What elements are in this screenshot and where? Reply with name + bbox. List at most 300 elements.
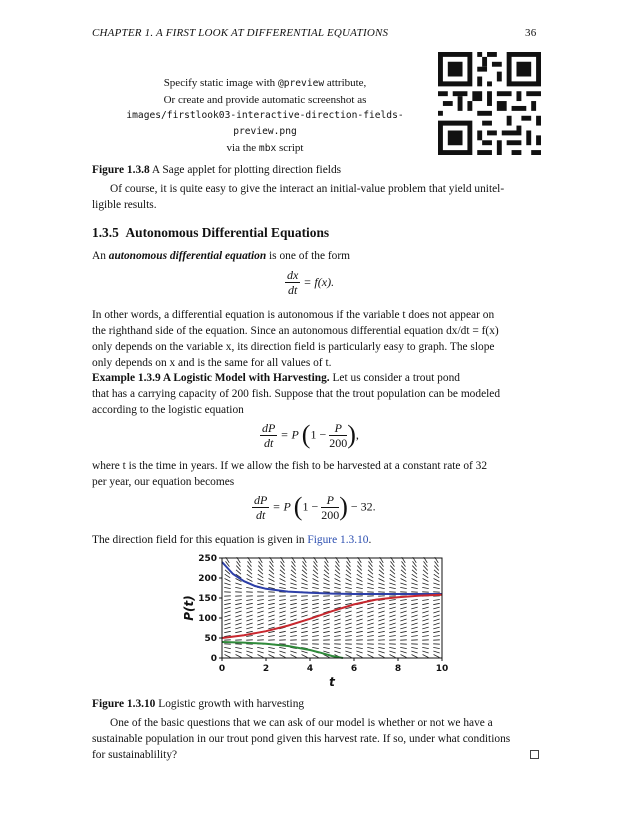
direction-field-segment — [400, 631, 406, 632]
direction-field-segment — [345, 631, 351, 632]
direction-field-segment — [356, 631, 362, 632]
direction-field-segment — [279, 619, 285, 621]
direction-field-segment — [411, 631, 417, 632]
direction-field-segment — [335, 574, 340, 578]
direction-field-segment — [279, 647, 285, 648]
direction-field-segment — [323, 600, 330, 601]
direction-field-segment — [378, 583, 384, 585]
direction-field-segment — [334, 603, 340, 604]
page-number: 36 — [525, 27, 537, 39]
direction-field-segment — [224, 619, 230, 621]
direction-field-segment — [367, 611, 373, 613]
direction-field-segment — [224, 611, 230, 613]
direction-field-segment — [345, 583, 351, 585]
direction-field-segment — [301, 615, 307, 617]
direction-field-segment — [279, 607, 285, 609]
direction-field-segment — [345, 647, 351, 648]
definition-line: An autonomous differential equation is one of the form — [92, 250, 350, 262]
direction-field-segment — [389, 623, 395, 625]
direction-field-segment — [313, 655, 319, 658]
direction-field-segment — [280, 655, 286, 658]
direction-field-segment — [224, 583, 230, 585]
direction-field-segment — [422, 627, 428, 629]
direction-field-segment — [246, 587, 252, 588]
direction-field-segment — [257, 651, 263, 653]
direction-field-segment — [235, 587, 241, 588]
direction-field-segment — [279, 611, 285, 613]
direction-field-segment — [367, 607, 373, 609]
direction-field-segment — [224, 623, 230, 625]
direction-field-segment — [411, 603, 417, 604]
direction-field-segment — [378, 647, 384, 648]
y-tick-label: 250 — [198, 554, 217, 564]
direction-field-segment — [412, 655, 418, 658]
direction-field-segment — [290, 603, 296, 604]
direction-field-segment — [301, 623, 307, 625]
paragraph-line: only depends on the variable x, its direction field is particularly easy to graph. The slope — [92, 341, 495, 353]
direction-field-segment — [257, 611, 263, 613]
figure-caption: Figure 1.3.8 A Sage applet for plotting direction fields — [92, 164, 342, 176]
paragraph-line: In other words, a differential equation is autonomous if the variable t does not appear on — [92, 309, 495, 321]
direction-field-segment — [368, 574, 373, 578]
direction-field-segment — [279, 636, 286, 637]
direction-field-segment — [401, 655, 407, 658]
direction-field-segment — [389, 627, 395, 629]
paragraph-line: per year, our equation becomes — [92, 476, 235, 488]
direction-field-segment — [367, 619, 373, 621]
direction-field-segment — [268, 647, 274, 648]
direction-field-segment — [312, 623, 318, 625]
direction-field-segment — [423, 574, 428, 578]
direction-field-segment — [257, 583, 263, 585]
direction-field-segment — [356, 600, 363, 601]
equation-logistic: $\frac{dP}{dt}$ = P (1 − $\frac{P}{200}$ ), — [262, 420, 359, 450]
direction-field-segment — [269, 574, 274, 578]
direction-field-segment — [247, 574, 252, 578]
x-tick-label: 6 — [350, 664, 358, 674]
paragraph-line: sustainable population in our trout pond given this harvest rate. If so, under what conditions — [92, 733, 511, 745]
direction-field-segment — [235, 583, 241, 585]
direction-field-segment — [334, 636, 341, 637]
direction-field-segment — [312, 627, 318, 629]
direction-field-segment — [368, 579, 374, 582]
direction-field-segment — [334, 651, 340, 653]
direction-field-segment — [302, 655, 308, 658]
direction-field-segment — [257, 615, 263, 617]
direction-field-segment — [412, 574, 417, 578]
direction-field-segment — [423, 579, 429, 582]
direction-field-segment — [346, 574, 351, 578]
direction-field-segment — [422, 611, 428, 613]
direction-field-segment — [235, 623, 241, 625]
direction-field-segment — [379, 655, 385, 658]
direction-field-segment — [224, 651, 230, 653]
direction-field-segment — [378, 631, 384, 632]
direction-field-segment — [411, 647, 417, 648]
direction-field-segment — [378, 623, 384, 625]
direction-field-segment — [400, 636, 407, 637]
direction-field-segment — [389, 607, 395, 609]
direction-field-segment — [411, 607, 417, 609]
direction-field-segment — [235, 619, 241, 621]
direction-field-segment — [224, 647, 230, 648]
x-tick-label: 8 — [394, 664, 402, 674]
direction-field-segment — [422, 607, 428, 609]
direction-field-segment — [290, 587, 296, 588]
direction-field-segment — [334, 623, 340, 625]
direction-field-segment — [389, 603, 395, 604]
direction-field-segment — [378, 615, 384, 617]
direction-field-segment — [291, 655, 297, 658]
direction-field-segment — [235, 607, 241, 609]
y-tick-label: 0 — [210, 654, 217, 664]
direction-field-segment — [433, 583, 439, 585]
direction-field-segment — [257, 647, 263, 648]
direction-field-segment — [433, 587, 439, 588]
direction-field-segment — [323, 636, 330, 637]
direction-field-segment — [356, 611, 362, 613]
direction-field-segment — [301, 587, 307, 588]
direction-field-segment — [312, 636, 319, 637]
paragraph-line: for sustainablility? — [92, 749, 178, 761]
direction-field-segment — [290, 583, 296, 585]
direction-field-segment — [356, 583, 362, 585]
direction-field-segment — [422, 631, 428, 632]
direction-field-segment — [268, 636, 275, 637]
direction-field-segment — [433, 607, 439, 609]
direction-field-segment — [290, 600, 297, 601]
direction-field-segment — [247, 655, 253, 658]
y-tick-label: 50 — [204, 634, 217, 644]
direction-field-segment — [334, 647, 340, 648]
x-tick-label: 2 — [262, 664, 270, 674]
direction-field-segment — [268, 623, 274, 625]
direction-field-segment — [433, 647, 439, 648]
direction-field-segment — [279, 587, 285, 588]
direction-field-segment — [225, 655, 231, 658]
direction-field-segment — [279, 615, 285, 617]
direction-field-segment — [268, 631, 274, 632]
direction-field-segment — [400, 611, 406, 613]
direction-field-segment — [268, 611, 274, 613]
direction-field-segment — [433, 631, 439, 632]
direction-field-segment — [433, 619, 439, 621]
direction-field-segment — [290, 611, 296, 613]
direction-field-segment — [345, 615, 351, 617]
direction-field-segment — [301, 636, 308, 637]
direction-field-segment — [302, 579, 308, 582]
direction-field-segment — [401, 574, 406, 578]
equation-autonomous: $\frac{dx}{dt}$ = f(x). — [287, 268, 335, 297]
direction-field-segment — [367, 615, 373, 617]
direction-field-segment — [290, 651, 296, 653]
direction-field-segment — [246, 647, 252, 648]
direction-field-segment — [301, 611, 307, 613]
direction-field-segment — [433, 636, 440, 637]
direction-field-segment — [422, 636, 429, 637]
direction-field-segment — [290, 627, 296, 629]
direction-field-segment — [389, 647, 395, 648]
paragraph-line: where t is the time in years. If we allow the fish to be harvested at a constant rate of 32 — [92, 460, 488, 472]
direction-field-segment — [301, 603, 307, 604]
direction-field-segment — [334, 615, 340, 617]
direction-field-segment — [280, 579, 286, 582]
direction-field-segment — [268, 615, 274, 617]
direction-field-segment — [334, 619, 340, 621]
direction-field-segment — [345, 623, 351, 625]
direction-field-segment — [235, 627, 241, 629]
direction-field-segment — [367, 583, 373, 585]
direction-field-segment — [389, 583, 395, 585]
direction-field-segment — [390, 579, 396, 582]
direction-field-segment — [246, 619, 252, 621]
direction-field-segment — [258, 574, 263, 578]
direction-field-segment — [235, 611, 241, 613]
direction-field-segment — [246, 651, 252, 653]
direction-field-segment — [323, 619, 329, 621]
paragraph-line: The direction field for this equation is given in Figure 1.3.10. — [92, 534, 372, 546]
direction-field-segment — [367, 627, 373, 629]
direction-field-segment — [224, 603, 230, 604]
direction-field-segment — [422, 651, 428, 653]
direction-field-segment — [235, 631, 241, 632]
direction-field-segment — [246, 600, 253, 601]
y-tick-label: 150 — [198, 594, 217, 604]
direction-field-segment — [324, 579, 330, 582]
direction-field-segment — [235, 647, 241, 648]
direction-field-segment — [313, 574, 318, 578]
direction-field-segment — [301, 607, 307, 609]
solution-curve-series — [222, 562, 442, 594]
direction-field-segment — [279, 631, 285, 632]
direction-field-segment — [422, 619, 428, 621]
equation-harvesting: $\frac{dP}{dt}$ = P (1 − $\frac{P}{200}$ ) − 32. — [254, 492, 376, 522]
direction-field-segment — [279, 651, 285, 653]
direction-field-segment — [224, 600, 231, 601]
direction-field-segment — [323, 623, 329, 625]
direction-field-segment — [345, 611, 351, 613]
direction-field-segment — [356, 619, 362, 621]
direction-field-segment — [357, 655, 363, 658]
direction-field-segment — [367, 636, 374, 637]
direction-field-segment — [423, 655, 429, 658]
direction-field-segment — [378, 587, 384, 588]
direction-field-segment — [411, 615, 417, 617]
section-heading: 1.3.5 Autonomous Differential Equations — [92, 225, 330, 240]
direction-field-segment — [323, 603, 329, 604]
direction-field-segment — [236, 655, 242, 658]
direction-field-segment — [301, 627, 307, 629]
paragraph-line: ligible results. — [92, 199, 157, 211]
direction-field-segment — [334, 631, 340, 632]
direction-field-segment — [378, 603, 384, 604]
direction-field-segment — [356, 636, 363, 637]
direction-field-segment — [422, 615, 428, 617]
direction-field-segment — [345, 619, 351, 621]
direction-field-segment — [389, 631, 395, 632]
paragraph-line: Of course, it is quite easy to give the interact an initial-value problem that yield unitel- — [110, 183, 505, 195]
direction-field-segment — [290, 636, 297, 637]
direction-field-segment — [434, 655, 440, 658]
direction-field-segment — [268, 607, 274, 609]
direction-field-segment — [411, 651, 417, 653]
direction-field-segment — [367, 647, 373, 648]
x-tick-label: 0 — [218, 664, 226, 674]
direction-field-segment — [367, 631, 373, 632]
direction-field-segment — [257, 627, 263, 629]
direction-field-segment — [357, 574, 362, 578]
direction-field-segment — [290, 607, 296, 609]
direction-field-segment — [323, 631, 329, 632]
direction-field-segment — [225, 579, 231, 582]
direction-field-segment — [346, 579, 352, 582]
direction-field-segment — [434, 579, 440, 582]
direction-field-segment — [279, 583, 285, 585]
direction-field-segment — [224, 587, 230, 588]
direction-field-segment — [367, 651, 373, 653]
direction-field-segment — [389, 587, 395, 588]
direction-field-segment — [268, 603, 274, 604]
direction-field-segment — [268, 619, 274, 621]
direction-field-segment — [323, 583, 329, 585]
direction-field-segment — [368, 655, 374, 658]
direction-field-segment — [389, 651, 395, 653]
direction-field-segment — [279, 603, 285, 604]
direction-field-segment — [235, 651, 241, 653]
direction-field-segment — [357, 579, 363, 582]
direction-field-segment — [312, 647, 318, 648]
direction-field-segment — [356, 651, 362, 653]
direction-field-segment — [323, 615, 329, 617]
direction-field-segment — [379, 579, 385, 582]
direction-field-segment — [312, 603, 318, 604]
direction-field-segment — [400, 627, 406, 629]
direction-field-segment — [356, 587, 362, 588]
direction-field-segment — [433, 600, 440, 601]
direction-field-segment — [378, 619, 384, 621]
direction-field-segment — [401, 579, 407, 582]
direction-field-segment — [356, 647, 362, 648]
direction-field-segment — [324, 574, 329, 578]
example-heading: Example 1.3.9 A Logistic Model with Harvesting. Let us consider a trout pond — [92, 372, 460, 384]
direction-field-segment — [411, 636, 418, 637]
direction-field-segment — [356, 607, 362, 609]
direction-field-segment — [334, 587, 340, 588]
direction-field-segment — [235, 600, 242, 601]
direction-field-segment — [389, 636, 396, 637]
direction-field-segment — [390, 655, 396, 658]
direction-field-segment — [246, 603, 252, 604]
direction-field-segment — [422, 623, 428, 625]
direction-field-segment — [434, 574, 439, 578]
direction-field-segment — [291, 579, 297, 582]
direction-field-segment — [335, 579, 341, 582]
direction-field-segment — [279, 600, 286, 601]
direction-field-segment — [411, 623, 417, 625]
direction-field-segment — [312, 583, 318, 585]
direction-field-segment — [323, 587, 329, 588]
direction-field-segment — [258, 655, 264, 658]
direction-field-segment — [246, 615, 252, 617]
direction-field-segment — [345, 651, 351, 653]
direction-field-segment — [378, 607, 384, 609]
direction-field-segment — [378, 627, 384, 629]
y-tick-label: 200 — [198, 574, 217, 584]
paragraph-line: One of the basic questions that we can ask of our model is whether or not we have a — [110, 717, 493, 729]
qed-box — [530, 750, 539, 759]
direction-field-segment — [390, 574, 395, 578]
direction-field-segment — [224, 627, 230, 629]
direction-field-segment — [400, 651, 406, 653]
direction-field-segment — [334, 611, 340, 613]
direction-field-segment — [312, 631, 318, 632]
y-axis-label: P(t) — [182, 595, 196, 621]
direction-field-segment — [301, 631, 307, 632]
paragraph-line: only depends on x and is the same for all values of t. — [92, 357, 332, 369]
direction-field-segment — [400, 619, 406, 621]
direction-field-segment — [367, 603, 373, 604]
direction-field-segment — [411, 627, 417, 629]
direction-field-segment — [257, 607, 263, 609]
direction-field-segment — [422, 583, 428, 585]
direction-field-segment — [411, 587, 417, 588]
direction-field-segment — [224, 615, 230, 617]
direction-field-segment — [433, 603, 439, 604]
direction-field-segment — [290, 615, 296, 617]
direction-field-segment — [312, 611, 318, 613]
direction-field-segment — [400, 600, 407, 601]
direction-field-segment — [422, 600, 429, 601]
direction-field-segment — [346, 655, 352, 658]
direction-field-segment — [323, 647, 329, 648]
direction-field-segment — [400, 647, 406, 648]
qr-code-image[interactable] — [438, 52, 541, 155]
direction-field-segment — [246, 631, 252, 632]
paragraph-line: the righthand side of the equation. Since an autonomous differential equation dx/dt = f(x) — [92, 325, 499, 337]
direction-field-segment — [323, 627, 329, 629]
direction-field-segment — [246, 636, 253, 637]
x-tick-label: 4 — [306, 664, 314, 674]
direction-field-segment — [291, 574, 296, 578]
direction-field-segment — [411, 583, 417, 585]
direction-field-segment — [312, 619, 318, 621]
running-header: CHAPTER 1. A FIRST LOOK AT DIFFERENTIAL EQUATIONS — [92, 27, 389, 39]
direction-field-segment — [301, 583, 307, 585]
direction-field-segment — [433, 651, 439, 653]
direction-field-segment — [400, 607, 406, 609]
paragraph-line: that has a carrying capacity of 200 fish. Suppose that the trout population can be modeled — [92, 388, 501, 400]
direction-field-segment — [389, 600, 396, 601]
direction-field-segment — [345, 587, 351, 588]
direction-field-segment — [433, 611, 439, 613]
direction-field-segment — [334, 627, 340, 629]
direction-field-segment — [257, 603, 263, 604]
direction-field-segment — [411, 600, 418, 601]
direction-field-segment — [356, 623, 362, 625]
direction-field-segment — [400, 587, 406, 588]
direction-field-segment — [301, 600, 308, 601]
direction-field-segment — [257, 619, 263, 621]
direction-field-segment — [280, 574, 285, 578]
direction-field-segment — [389, 611, 395, 613]
direction-field-segment — [378, 651, 384, 653]
direction-field-segment — [246, 607, 252, 609]
direction-field-segment — [290, 619, 296, 621]
direction-field-segment — [302, 574, 307, 578]
direction-field-segment — [312, 600, 319, 601]
direction-field-segment — [367, 623, 373, 625]
figure-link[interactable]: Figure 1.3.10 — [307, 534, 369, 546]
